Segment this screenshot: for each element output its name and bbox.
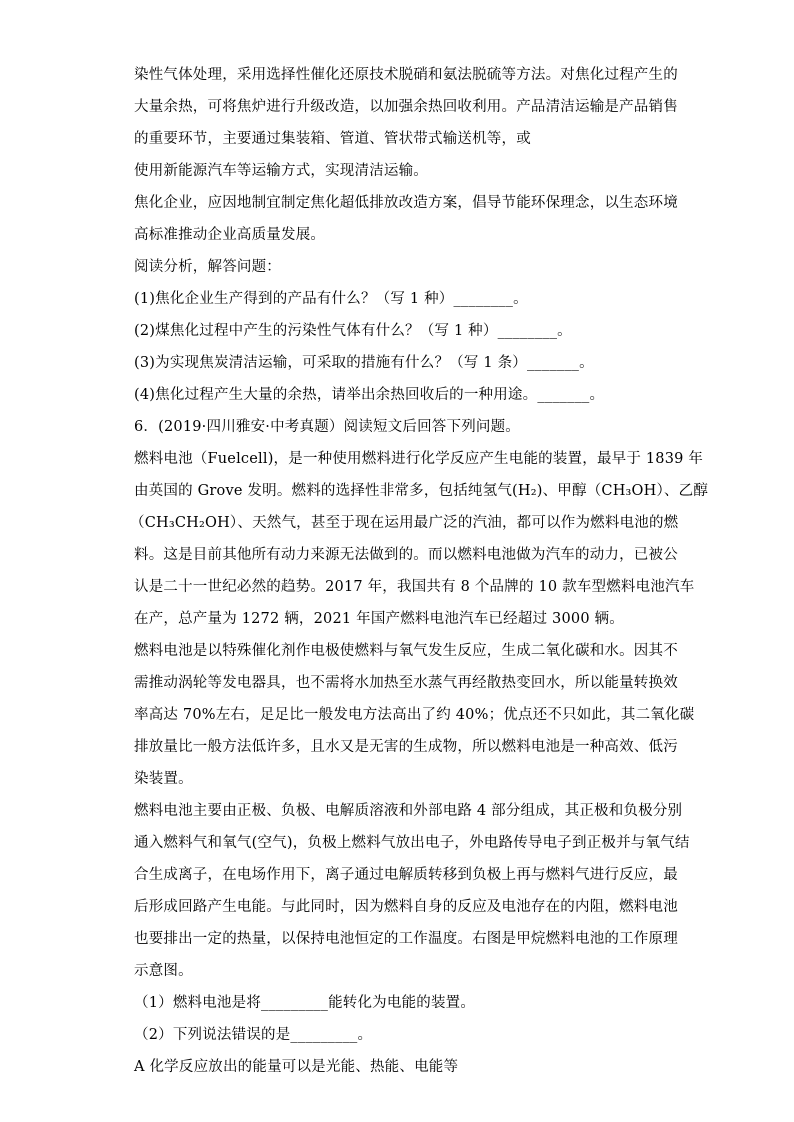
text-line: 由英国的 Grove 发明。燃料的选择性非常多，包括纯氢气(H₂)、甲醇（CH₃OH）、乙醇 <box>134 483 709 499</box>
text-line: 6．(2019·四川雅安·中考真题）阅读短文后回答下列问题。 <box>134 419 520 435</box>
text-line: 后形成回路产生电能。与此同时，因为燃料自身的反应及电池存在的内阻，燃料电池 <box>134 899 678 915</box>
text-line: (3)为实现焦炭清洁运输，可采取的措施有什么？（写 1 条）_______。 <box>134 355 594 371</box>
text-line: 燃料电池主要由正极、负极、电解质溶液和外部电路 4 部分组成，其正极和负极分别 <box>134 803 683 819</box>
text-line: 染装置。 <box>134 771 193 787</box>
text-line: 示意图。 <box>134 963 193 979</box>
text-line: （1）燃料电池是将_________能转化为电能的装置。 <box>134 995 476 1011</box>
text-line: 燃料电池（Fuelcell)，是一种使用燃料进行化学反应产生电能的装置，最早于 1839 年 <box>134 451 704 467</box>
text-line: 排放量比一般方法低许多，且水又是无害的生成物，所以燃料电池是一种高效、低污 <box>134 739 678 755</box>
text-line: 阅读分析，解答问题： <box>134 259 281 275</box>
text-line: （CH₃CH₂OH）、天然气，甚至于现在运用最广泛的汽油，都可以作为燃料电池的燃 <box>130 515 679 531</box>
text-line: 认是二十一世纪必然的趋势。2017 年，我国共有 8 个品牌的 10 款车型燃料电池汽车 <box>134 579 695 595</box>
text-line: 通入燃料气和氧气(空气)，负极上燃料气放出电子，外电路传导电子到正极并与氧气结 <box>134 835 690 851</box>
text-line: 使用新能源汽车等运输方式，实现清洁运输。 <box>134 163 428 179</box>
text-line: 染性气体处理，采用选择性催化还原技术脱硝和氨法脱硫等方法。对焦化过程产生的 <box>134 67 678 83</box>
text-line: 需推动涡轮等发电器具，也不需将水加热至水蒸气再经散热变回水，所以能量转换效 <box>134 675 678 691</box>
text-line: 也要排出一定的热量，以保持电池恒定的工作温度。右图是甲烷燃料电池的工作原理 <box>134 931 678 947</box>
text-line: 合生成离子，在电场作用下，离子通过电解质转移到负极上再与燃料气进行反应，最 <box>134 867 678 883</box>
text-line: 的重要环节，主要通过集装箱、管道、管状带式输送机等，或 <box>134 131 531 147</box>
text-line: 率高达 70%左右，足足比一般发电方法高出了约 40%；优点还不只如此，其二氧化碳 <box>134 707 695 723</box>
text-line: 高标准推动企业高质量发展。 <box>134 227 326 243</box>
text-line: 燃料电池是以特殊催化剂作电极使燃料与氧气发生反应，生成二氧化碳和水。因其不 <box>134 643 678 659</box>
text-line: 料。这是目前其他所有动力来源无法做到的。而以燃料电池做为汽车的动力，已被公 <box>134 547 678 563</box>
text-line: (1)焦化企业生产得到的产品有什么？（写 1 种）________。 <box>134 291 528 307</box>
text-line: A 化学反应放出的能量可以是光能、热能、电能等 <box>134 1059 459 1075</box>
text-line: 焦化企业，应因地制宜制定焦化超低排放改造方案，倡导节能环保理念，以生态环境 <box>134 195 678 211</box>
text-line: 在产，总产量为 1272 辆，2021 年国产燃料电池汽车已经超过 3000 辆。 <box>134 611 624 627</box>
text-line: (4)焦化过程产生大量的余热，请举出余热回收后的一种用途。_______。 <box>134 387 605 403</box>
text-line: 大量余热，可将焦炉进行升级改造，以加强余热回收利用。产品清洁运输是产品销售 <box>134 99 678 115</box>
text-line: （2）下列说法错误的是_________。 <box>134 1027 373 1043</box>
text-line: (2)煤焦化过程中产生的污染性气体有什么？（写 1 种）________。 <box>134 323 572 339</box>
